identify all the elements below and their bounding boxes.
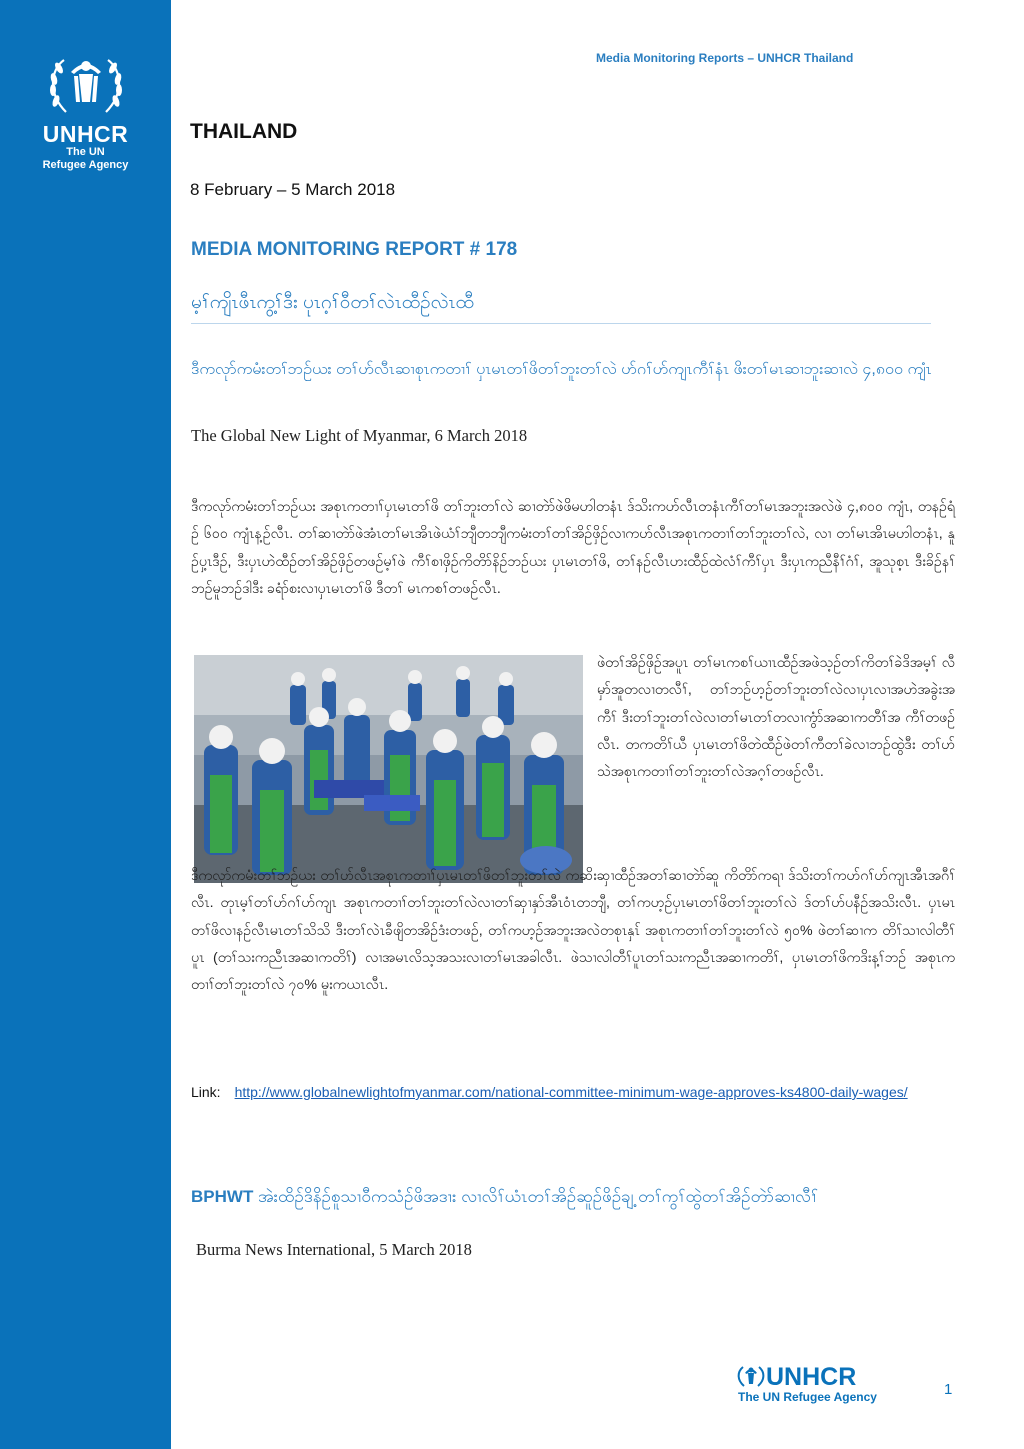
logo-wordmark: UNHCR bbox=[42, 121, 129, 147]
running-header: Media Monitoring Reports – UNHCR Thailand bbox=[596, 51, 854, 65]
article-paragraph-1: ဒီကလုာ်ကမံးတၢ်ဘဉ်ယး အစုၤကတၢၢ်ပှၤမၤတၢ်ဖိ တၢ်ဘူးတၢ်လဲ ဆၢတဲာ်ဖဲဖိမဟါတနံၤ ဒ်သိးကဟ်လီၤတနံၤကီၢ်တၢ်မၤအဘူးအလဲဖဲ ၄,၈၀၀ ကျံၤ, တနဉ်ရံဉ် ၆၀၀ ကျံၤန့ဉ်လီၤ. တၢ်ဆၢတဲာ်ဖဲအံၤတၢ်မၤအိၤဖဲယံၢ်ဘျီတဘျီကမံးတၢ်တၢ်အိဉ်ဖှိဉ်လၢကဟ်လီၤအစုၤကတၢၢ်တၢ်ဘူးတၢ်လဲ, လၢ တၢ်မၤအိၤမဟါတနံၤ, နူဉ်ပှ့ၤဒီဉ်, ဒီးပှၤဟဲထီဉ်တၢ်အိဉ်ဖှိဉ်တဖဉ်မ့ၢ်ဖဲ ကီၢ်စၢဖှိဉ်ကိတိာ်နိဉ်ဘဉ်ယး ပှၤမၤတၢ်ဖိ, တၢ်နဉ်လီၤဟးထီဉ်ထဲလံၢ်ကီၢ်ပှၤ ဒီးပှၤကညီနီၢ်ဂံၢ်, အူသုစ့ၤ ဒီးခိဉ်နၢ်ဘဉ်မူဘဉ်ဒါဒီး ခရံာ်စးလၢပှၤမၤတၢ်ဖိ ဒီတၢ် မၤကစၢ်တဖဉ်လီၤ. bbox=[191, 499, 955, 597]
article-2-source: Burma News International, 5 March 2018 bbox=[196, 1240, 472, 1259]
page-number: 1 bbox=[944, 1381, 953, 1398]
logo-subtitle-line-2: Refugee Agency bbox=[42, 159, 129, 171]
country-heading: THAILAND bbox=[190, 120, 298, 143]
article-2-title-text: အဲးထိဉ်ဒိနိဉ်စူသၢဝီကသံဉ်ဖိအဒၢး လၢလိၢ်ယံၤတၢ်အိဉ်ဆူဉ်ဖိဉ်ချ့ တၢ်ကွၢ်ထွဲတၢ်အိဉ်တဲာ်ဆၢလီၢ် bbox=[253, 1187, 819, 1206]
factory-workers-photo bbox=[194, 655, 583, 883]
laurel-emblem-icon bbox=[44, 52, 128, 118]
footer-logo-wordmark bbox=[736, 1364, 877, 1390]
section-title: မ့ၢ်ကျိၤဖီၤကွ့ၢ်ဒီး ပုၤဂ့ၢ်ဝီတၢ်လဲၤထီဉ်လဲၤထီ bbox=[191, 292, 474, 313]
article-source: The Global New Light of Myanmar, 6 March 2018 bbox=[191, 426, 528, 445]
report-title: MEDIA MONITORING REPORT # 178 bbox=[191, 239, 518, 260]
footer-unhcr-logo bbox=[736, 1364, 877, 1404]
article-link[interactable]: http://www.globalnewlightofmyanmar.com/national-committee-minimum-wage-approves-ks4800-daily-wages/ bbox=[234, 1084, 908, 1100]
footer-emblem-icon bbox=[736, 1364, 766, 1388]
logo-subtitle-line-1: The UN bbox=[66, 146, 105, 158]
link-label: Link: bbox=[191, 1084, 221, 1100]
article-2-title-prefix: BPHWT bbox=[191, 1187, 254, 1206]
article-2-title bbox=[191, 1186, 961, 1211]
article-title: ဒီကလုာ်ကမံးတၢ်ဘဉ်ယး တၢ်ဟ်လီၤဆၢစုၤကတၢၢ် ပှၤမၤတၢ်ဖိတၢ်ဘူးတၢ်လဲ ဟ်ဂၢ်ဟ်ကျၤကီၢ်နံၤ ဖိးတၢ်မၤဆၢဘူးဆၢလဲ ၄,၈၀၀ ကျံၤ bbox=[191, 361, 932, 378]
article-paragraph-3: ဒီကလုာ်ကမံးတၢ်ဘဉ်ယး တၢ်ဟ်လီၤအစုၤကတၢၢ်ပှၤမၤတၢ်ဖိတၢ်ဘူးတၢ်လဲ ကဆိးဆှၢထီဉ်အတၢ်ဆၢတဲာ်ဆူ ကိတိာ်ကရၢ ဒ်သိးတၢ်ကဟ်ဂၢ်ဟ်ကျၤအီၤအဂီၢ်လီၤ. တုၤမ့ၢ်တၢ်ဟ်ဂၢ်ဟ်ကျၤ အစုၤကတၢၢ်တၢ်ဘူးတၢ်လဲလၢတၢ်ဆှၢနှာ်အီၤဝံၤတဘျီ, တၢ်ကဟ့ဉ်ပှၤမၤတၢ်ဖိတၢ်ဘူးတၢ်လဲ ဒ်တၢ်ဟ်ပနီဉ်အသိးလီၤ. ပှၤမၤတၢ်ဖိလၢနဉ်လီၤမၤတၢ်သိသိ ဒီးတၢ်လဲၤခီဖျိတအိဉ်ဒံးတဖဉ်, တၢ်ကဟ့ဉ်အဘူးအလဲတစုၤနှၤ် အစုၤကတၢၢ်တၢ်ဘူးတၢ်လဲ ၅၀% ဖဲတၢ်ဆၢက တိၢ်သၢလါတီၢ်ပူၤ (တၢ်သးကညီၤအဆၢကတိၢ်) လၢအမၤလိသ့အသးလၢတၢ်မၤအခါလီၤ. ဖဲသၢလါတီၢ်ပူၤတၢ်သးကညီၤအဆၢကတိၢ်, ပှၤမၤတၢ်ဖိကဒိးန့ၢ်ဘဉ် အစုၤကတၢၢ်တၢ်ဘူးတၢ်လဲ ၇၀% မူးကယၤလီၤ. bbox=[191, 868, 955, 994]
footer-logo-subtitle: The UN Refugee Agency bbox=[738, 1390, 877, 1404]
sidebar bbox=[0, 0, 171, 1449]
factory-workers-image bbox=[194, 655, 583, 883]
unhcr-logo bbox=[0, 52, 171, 172]
date-range: 8 February – 5 March 2018 bbox=[190, 180, 396, 199]
footer-wordmark-text: UNHCR bbox=[766, 1363, 857, 1391]
article-paragraph-2: ဖဲတၢ်အိဉ်ဖှိဉ်အပူၤ တၢ်မၤကစၢ်ယၢၤထီဉ်အဖဲသ့ဉ်တၢ်ကိတၢ်ခဲဒိအမ့ၢ် လီမှာ်အူတလၢတလီၢ်, တၢ်ဘဉ်ဟ့ဉ်တၢ်ဘူးတၢ်လဲလၢပှၤလၢအဟဲအခွဲးအကီၢ် ဒီးတၢ်ဘူးတၢ်လဲလၢတၢ်မၤတၢ်တလၢကွံာ်အဆၢကတီၢ်အ ကီၢ်တဖဉ်လီၤ. တကတိၢ်ယီ ပှၤမၤတၢ်ဖိတဲထီဉ်ဖဲတၢ်ကီတၢ်ခဲလၢဘဉ်ထွဲဒီး တၢ်ဟ်သဲအစုၤကတၢၢ်တၢ်ဘူးတၢ်လဲအဂ့ၢ်တဖဉ်လီၤ. bbox=[597, 655, 955, 781]
article-link-row bbox=[191, 1081, 956, 1103]
section-divider bbox=[191, 323, 931, 324]
